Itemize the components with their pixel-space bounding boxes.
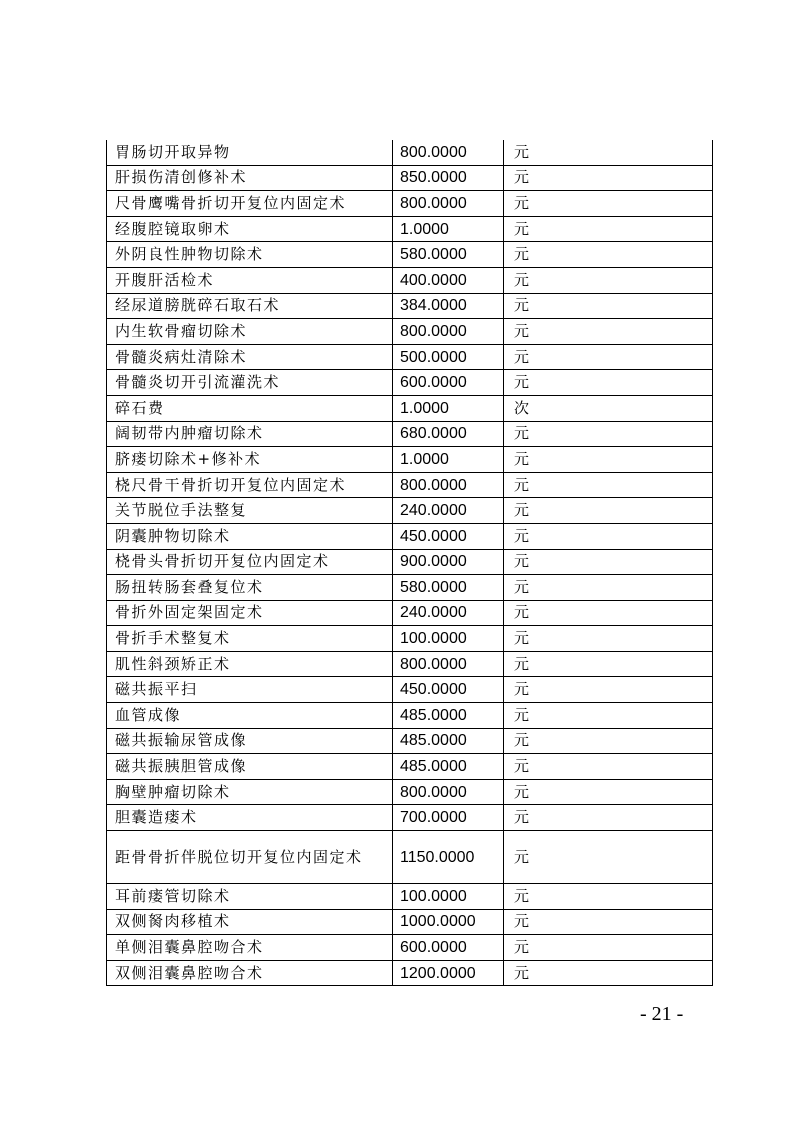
table-row	[107, 805, 713, 831]
procedure-name-cell: 磁共振胰胆管成像	[107, 754, 393, 780]
price-cell: 1.0000	[393, 216, 504, 242]
procedure-name-cell: 距骨骨折伴脱位切开复位内固定术	[107, 831, 393, 884]
unit-cell: 元	[504, 754, 713, 780]
procedure-name-cell: 双侧泪囊鼻腔吻合术	[107, 960, 393, 986]
procedure-name-cell: 开腹肝活检术	[107, 267, 393, 293]
price-cell: 900.0000	[393, 549, 504, 575]
procedure-name-cell: 骨折手术整复术	[107, 626, 393, 652]
unit-cell: 元	[504, 293, 713, 319]
table-row	[107, 575, 713, 601]
price-cell: 680.0000	[393, 421, 504, 447]
unit-cell: 元	[504, 960, 713, 986]
procedure-name-cell: 单侧泪囊鼻腔吻合术	[107, 935, 393, 961]
procedure-name-cell: 经腹腔镜取卵术	[107, 216, 393, 242]
procedure-name-cell: 骨髓炎切开引流灌洗术	[107, 370, 393, 396]
price-cell: 600.0000	[393, 370, 504, 396]
price-cell: 100.0000	[393, 884, 504, 910]
table-row	[107, 626, 713, 652]
price-cell: 240.0000	[393, 498, 504, 524]
table-row	[107, 472, 713, 498]
procedure-name-cell: 尺骨鹰嘴骨折切开复位内固定术	[107, 191, 393, 217]
procedure-name-cell: 肠扭转肠套叠复位术	[107, 575, 393, 601]
procedure-name-cell: 关节脱位手法整复	[107, 498, 393, 524]
unit-cell: 元	[504, 779, 713, 805]
procedure-name-cell: 胆囊造瘘术	[107, 805, 393, 831]
procedure-name-cell: 阴囊肿物切除术	[107, 523, 393, 549]
procedure-name-cell: 桡骨头骨折切开复位内固定术	[107, 549, 393, 575]
price-cell: 1150.0000	[393, 831, 504, 884]
table-row	[107, 600, 713, 626]
unit-cell: 元	[504, 319, 713, 345]
unit-cell: 元	[504, 728, 713, 754]
price-cell: 240.0000	[393, 600, 504, 626]
price-cell: 485.0000	[393, 703, 504, 729]
table-row	[107, 370, 713, 396]
unit-cell: 元	[504, 626, 713, 652]
unit-cell: 元	[504, 344, 713, 370]
table-row	[107, 549, 713, 575]
unit-cell: 元	[504, 140, 713, 165]
price-cell: 580.0000	[393, 242, 504, 268]
price-cell: 485.0000	[393, 728, 504, 754]
page-number: - 21 -	[640, 1003, 684, 1025]
table-row	[107, 242, 713, 268]
table-row	[107, 293, 713, 319]
table-row	[107, 728, 713, 754]
fee-table-body	[107, 140, 713, 986]
table-row	[107, 960, 713, 986]
procedure-name-cell: 肝损伤清创修补术	[107, 165, 393, 191]
procedure-name-cell: 磁共振平扫	[107, 677, 393, 703]
unit-cell: 元	[504, 600, 713, 626]
procedure-name-cell: 磁共振输尿管成像	[107, 728, 393, 754]
table-row	[107, 831, 713, 884]
procedure-name-cell: 内生软骨瘤切除术	[107, 319, 393, 345]
procedure-name-cell: 骨折外固定架固定术	[107, 600, 393, 626]
table-row	[107, 395, 713, 421]
price-cell: 485.0000	[393, 754, 504, 780]
unit-cell: 元	[504, 831, 713, 884]
procedure-name-cell: 阔韧带内肿瘤切除术	[107, 421, 393, 447]
procedure-name-cell: 骨髓炎病灶清除术	[107, 344, 393, 370]
procedure-name-cell: 脐瘘切除术+修补术	[107, 447, 393, 473]
price-cell: 1.0000	[393, 395, 504, 421]
unit-cell: 元	[504, 703, 713, 729]
price-cell: 800.0000	[393, 651, 504, 677]
table-row	[107, 909, 713, 935]
table-row	[107, 140, 713, 165]
unit-cell: 元	[504, 549, 713, 575]
table-row	[107, 216, 713, 242]
table-row	[107, 677, 713, 703]
unit-cell: 元	[504, 370, 713, 396]
price-cell: 850.0000	[393, 165, 504, 191]
price-cell: 1200.0000	[393, 960, 504, 986]
price-cell: 800.0000	[393, 472, 504, 498]
unit-cell: 元	[504, 447, 713, 473]
table-row	[107, 523, 713, 549]
price-cell: 800.0000	[393, 779, 504, 805]
unit-cell: 元	[504, 884, 713, 910]
procedure-name-cell: 血管成像	[107, 703, 393, 729]
procedure-name-cell: 胃肠切开取异物	[107, 140, 393, 165]
unit-cell: 元	[504, 651, 713, 677]
procedure-name-cell: 碎石费	[107, 395, 393, 421]
table-row	[107, 498, 713, 524]
procedure-name-cell: 耳前瘘管切除术	[107, 884, 393, 910]
price-cell: 384.0000	[393, 293, 504, 319]
procedure-name-cell: 双侧胬肉移植术	[107, 909, 393, 935]
table-row	[107, 884, 713, 910]
price-cell: 800.0000	[393, 140, 504, 165]
procedure-name-cell: 肌性斜颈矫正术	[107, 651, 393, 677]
table-row	[107, 703, 713, 729]
unit-cell: 元	[504, 677, 713, 703]
price-cell: 800.0000	[393, 319, 504, 345]
unit-cell: 元	[504, 421, 713, 447]
unit-cell: 元	[504, 523, 713, 549]
unit-cell: 元	[504, 267, 713, 293]
unit-cell: 元	[504, 472, 713, 498]
price-cell: 600.0000	[393, 935, 504, 961]
unit-cell: 元	[504, 165, 713, 191]
price-cell: 700.0000	[393, 805, 504, 831]
unit-cell: 元	[504, 216, 713, 242]
table-row	[107, 651, 713, 677]
table-row	[107, 319, 713, 345]
price-cell: 500.0000	[393, 344, 504, 370]
table-row	[107, 935, 713, 961]
procedure-name-cell: 经尿道膀胱碎石取石术	[107, 293, 393, 319]
price-cell: 450.0000	[393, 523, 504, 549]
procedure-name-cell: 外阴良性肿物切除术	[107, 242, 393, 268]
price-cell: 450.0000	[393, 677, 504, 703]
price-cell: 800.0000	[393, 191, 504, 217]
table-row	[107, 779, 713, 805]
table-row	[107, 447, 713, 473]
price-cell: 580.0000	[393, 575, 504, 601]
table-row	[107, 421, 713, 447]
procedure-name-cell: 桡尺骨干骨折切开复位内固定术	[107, 472, 393, 498]
unit-cell: 元	[504, 575, 713, 601]
unit-cell: 元	[504, 805, 713, 831]
procedure-name-cell: 胸壁肿瘤切除术	[107, 779, 393, 805]
unit-cell: 元	[504, 242, 713, 268]
unit-cell: 元	[504, 909, 713, 935]
unit-cell: 元	[504, 191, 713, 217]
price-cell: 1.0000	[393, 447, 504, 473]
price-cell: 400.0000	[393, 267, 504, 293]
price-cell: 100.0000	[393, 626, 504, 652]
table-row	[107, 754, 713, 780]
unit-cell: 次	[504, 395, 713, 421]
table-row	[107, 267, 713, 293]
unit-cell: 元	[504, 935, 713, 961]
table-row	[107, 165, 713, 191]
price-cell: 1000.0000	[393, 909, 504, 935]
fee-table	[106, 140, 713, 986]
table-row	[107, 191, 713, 217]
table-row	[107, 344, 713, 370]
unit-cell: 元	[504, 498, 713, 524]
